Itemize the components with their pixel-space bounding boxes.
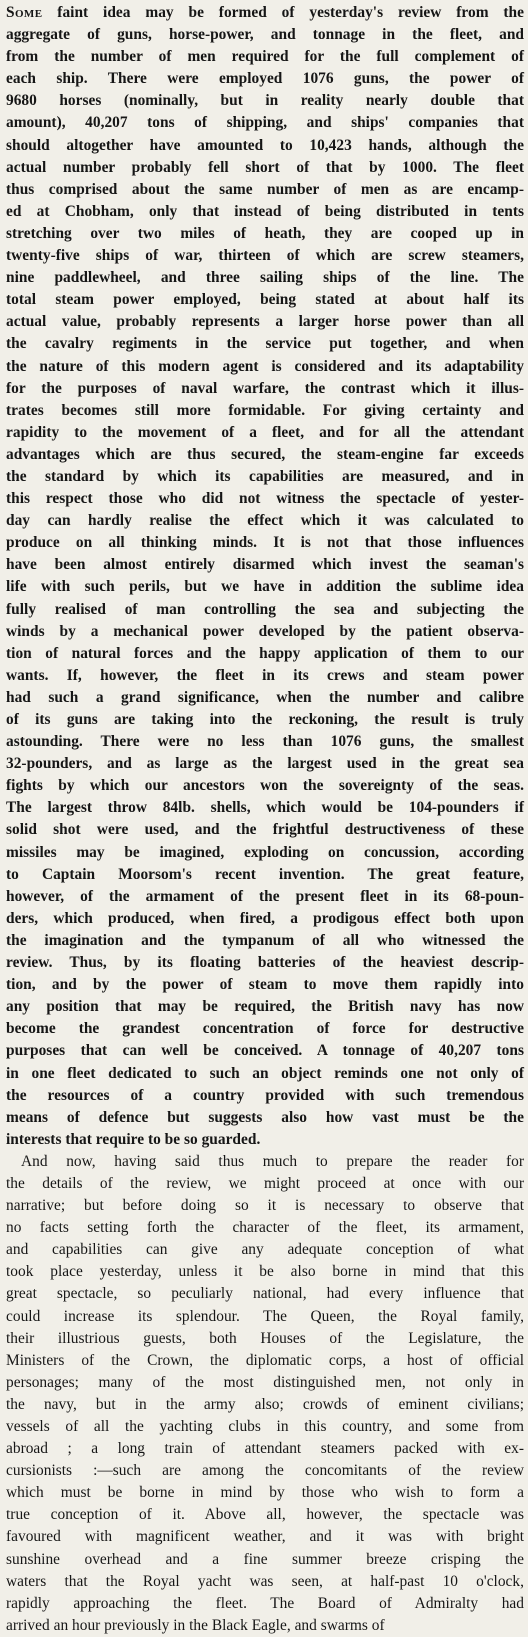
article-column	[6, 2, 524, 1637]
text-line: of its guns are taking into the reckoning, the result is truly	[6, 711, 524, 728]
text-line: abroad ; a long train of attendant steamers packed with ex-	[6, 1440, 524, 1458]
text-line: any position that may be required, the British navy has now	[6, 998, 524, 1016]
text-line: waters that the Royal yacht was seen, at half-past 10 o'clock,	[6, 1572, 524, 1590]
text-line: purposes that can well be conceived. A tonnage of 40,207 tons	[6, 1042, 524, 1060]
text-line: winds by a mechanical power developed by the patient observa-	[6, 622, 524, 640]
text-line: cursionists :—such are among the concomitants of the review	[6, 1462, 524, 1480]
text-line: actual value, probably represents a larger horse power than all	[6, 313, 524, 331]
text-line: wants. If, however, the fleet in its crews and steam power	[6, 666, 524, 684]
text-line: from the number of men required for the full complement of	[6, 48, 524, 66]
text-line: for the purposes of naval warfare, the contrast which it illus-	[6, 379, 524, 397]
text-line: tion, and by the power of steam to move them rapidly into	[6, 976, 524, 994]
text-line: however, of the armament of the present fleet in its 68-poun-	[6, 887, 524, 905]
text-line: vessels of all the yachting clubs in this country, and some from	[6, 1418, 524, 1435]
text-line: fully realised of man controlling the sea and subjecting the	[6, 600, 524, 618]
text-line: twenty-five ships of war, thirteen of which are screw steamers,	[6, 247, 524, 265]
text-line: personages; many of the most distinguished men, not only in	[6, 1373, 524, 1391]
text-line: narrative; but before doing so it is necessary to observe that	[6, 1197, 524, 1215]
text-line: amount), 40,207 tons of shipping, and ships' companies that	[6, 114, 524, 132]
text-line: the imagination and the tympanum of all who witnessed the	[6, 931, 524, 949]
text-line: actual number probably fell short of that by 1000. The fleet	[6, 158, 524, 176]
text-line: nine paddlewheel, and three sailing ships of the line. The	[6, 269, 524, 287]
text-line: arrived an hour previously in the Black Eagle, and swarms of	[6, 1616, 385, 1634]
text-line: and capabilities can give any adequate conception of what	[6, 1241, 524, 1259]
text-line: rapidly approaching the fleet. The Board of Admiralty had	[6, 1594, 524, 1612]
text-line: each ship. There were employed 1076 guns, the power of	[6, 70, 524, 88]
text-line: fights by which our ancestors won the sovereignty of the seas.	[6, 777, 524, 795]
text-line: ders, which produced, when fired, a prodigous effect both upon	[6, 909, 524, 927]
text-line: the navy, but in the army also; crowds of eminent civilians;	[6, 1395, 524, 1413]
text-line: 32-pounders, and as large as the largest used in the great sea	[6, 755, 524, 773]
text-line: stretching over two miles of heath, they are cooped up in	[6, 224, 524, 242]
text-line: And now, having said thus much to prepare the reader for	[21, 1152, 524, 1170]
text-line: rapidity to the movement of a fleet, and for all the attendant	[6, 423, 524, 441]
text-line: missiles may be imagined, exploding on concussion, according	[6, 843, 524, 861]
text-line: total steam power employed, being stated at about half its	[6, 291, 524, 309]
text-line: tion of natural forces and the happy application of them to our	[6, 644, 524, 662]
text-line: produce on all thinking minds. It is not that those influences	[6, 534, 524, 552]
text-line: means of defence but suggests also how vast must be the	[6, 1108, 524, 1126]
text-line: Ministers of the Crown, the diplomatic corps, a host of official	[6, 1351, 524, 1369]
paragraph-2	[6, 1151, 524, 1637]
text-line: in one fleet dedicated to such an object reminds one not only of	[6, 1064, 524, 1082]
text-line: sunshine overhead and a fine summer breeze crisping the	[6, 1550, 524, 1568]
text-line: this respect those who did not witness the spectacle of yester-	[6, 490, 524, 508]
text-line: had such a grand significance, when the number and calibre	[6, 688, 524, 706]
text-line: no facts setting forth the character of the fleet, its armament,	[6, 1219, 524, 1237]
text-line: become the grandest concentration of force for destructive	[6, 1020, 524, 1038]
text-line: solid shot were used, and the frightful destructiveness of these	[6, 821, 524, 839]
paragraph-1	[6, 2, 524, 1151]
text-line: favoured with magnificent weather, and it was with bright	[6, 1528, 524, 1546]
text-line: day can hardly realise the effect which it was calculated to	[6, 512, 524, 530]
lead-word: Some	[6, 4, 43, 21]
text-line: ed at Chobham, only that instead of being distributed in tents	[6, 202, 524, 220]
text-line: astounding. There were no less than 1076 guns, the smallest	[6, 733, 524, 751]
text-line: the details of the review, we might proceed at once with our	[6, 1174, 524, 1192]
text-line: have been almost entirely disarmed which invest the seaman's	[6, 556, 524, 574]
text-line: great spectacle, so peculiarly national, had every influence that	[6, 1285, 524, 1303]
text-line: took place yesterday, unless it be also borne in mind that this	[6, 1263, 524, 1281]
text-line: The largest throw 84lb. shells, which would be 104-pounders if	[6, 799, 524, 817]
text-line: true conception of it. Above all, however, the spectacle was	[6, 1506, 524, 1524]
text-line: the cavalry regiments in the service put together, and when	[6, 335, 524, 353]
text-line: the standard by which its capabilities are measured, and in	[6, 467, 524, 485]
text-line: could increase its splendour. The Queen, the Royal family,	[6, 1307, 524, 1325]
text-line: trates becomes still more formidable. For giving certainty and	[6, 401, 524, 419]
text-line: the resources of a country provided with such tremendous	[6, 1086, 524, 1104]
text-line: to Captain Moorsom's recent invention. The great feature,	[6, 865, 524, 883]
text-line: interests that require to be so guarded.	[6, 1130, 261, 1148]
text-line: aggregate of guns, horse-power, and tonnage in the fleet, and	[6, 26, 524, 44]
text-line: review. Thus, by its floating batteries of the heaviest descrip-	[6, 954, 524, 972]
text-line: advantages which are thus secured, the steam-engine far exceeds	[6, 445, 524, 463]
text-line: which must be borne in mind by those who wish to form a	[6, 1484, 524, 1502]
text-line: should altogether have amounted to 10,423 hands, although the	[6, 136, 524, 154]
text-line-rest: faint idea may be formed of yesterday's review from the	[42, 4, 524, 21]
text-line: thus comprised about the same number of men as are encamp-	[6, 180, 524, 198]
text-line: their illustrious guests, both Houses of the Legislature, the	[6, 1329, 524, 1347]
text-line	[6, 2, 524, 24]
text-line: the nature of this modern agent is considered and its adaptability	[6, 357, 524, 375]
text-line: 9680 horses (nominally, but in reality nearly double that	[6, 92, 524, 110]
text-line: life with such perils, but we have in addition the sublime idea	[6, 578, 524, 596]
